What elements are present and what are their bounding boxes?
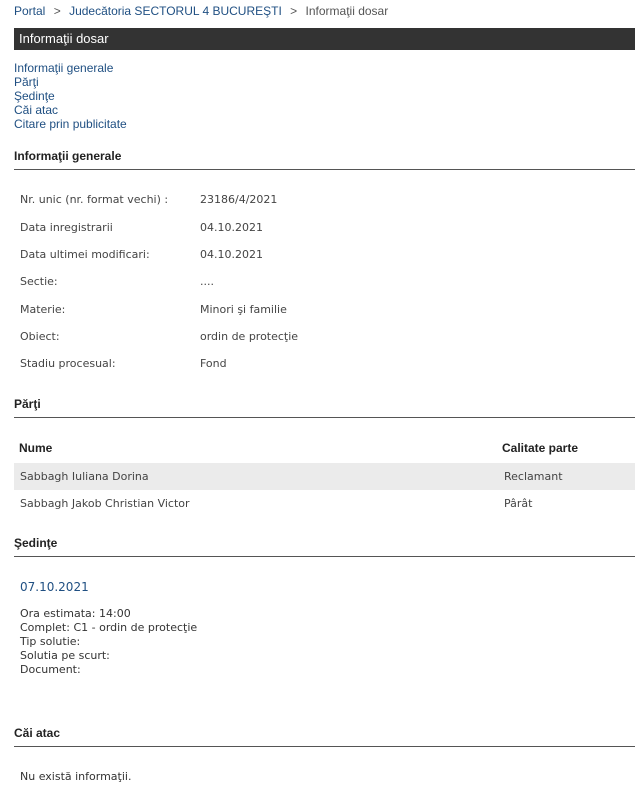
hearing-details bbox=[20, 607, 197, 677]
table-row bbox=[14, 463, 635, 490]
breadcrumb bbox=[14, 4, 388, 18]
info-label: Sectie: bbox=[20, 275, 58, 288]
info-value: Minori şi familie bbox=[200, 303, 287, 316]
section-heading-cai-atac: Căi atac bbox=[14, 726, 635, 747]
info-value: ordin de protecţie bbox=[200, 330, 299, 343]
info-label: Nr. unic (nr. format vechi) : bbox=[20, 193, 169, 206]
hearing-date: 07.10.2021 bbox=[20, 580, 89, 594]
section-nav bbox=[14, 61, 127, 131]
info-value: Fond bbox=[200, 357, 227, 370]
hearing-detail-line: Ora estimata: 14:00 bbox=[20, 607, 131, 620]
breadcrumb-court-link[interactable]: Judecătoria SECTORUL 4 BUCUREŞTI bbox=[69, 4, 282, 18]
table-row bbox=[14, 490, 635, 517]
nav-link-cai-atac[interactable]: Căi atac bbox=[14, 103, 59, 117]
party-role: Pârât bbox=[504, 497, 533, 510]
breadcrumb-current: Informaţii dosar bbox=[305, 4, 389, 18]
nav-link-general[interactable]: Informaţii generale bbox=[14, 61, 114, 75]
info-label: Data ultimei modificari: bbox=[20, 248, 150, 261]
party-role: Reclamant bbox=[504, 470, 563, 483]
hearing-detail-line: Complet: C1 - ordin de protecţie bbox=[20, 621, 198, 634]
party-name: Sabbagh Jakob Christian Victor bbox=[20, 497, 190, 510]
info-label: Data inregistrarii bbox=[20, 221, 113, 234]
info-label: Stadiu procesual: bbox=[20, 357, 116, 370]
page-title: Informaţii dosar bbox=[14, 28, 635, 50]
hearing-detail-line: Document: bbox=[20, 663, 81, 676]
nav-link-citare[interactable]: Citare prin publicitate bbox=[14, 117, 127, 131]
breadcrumb-separator: > bbox=[290, 4, 298, 18]
info-value: 04.10.2021 bbox=[200, 248, 263, 261]
nav-link-parti[interactable]: Părţi bbox=[14, 75, 39, 89]
breadcrumb-portal-link[interactable]: Portal bbox=[14, 4, 46, 18]
hearing-detail-line: Tip solutie: bbox=[20, 635, 81, 648]
party-name: Sabbagh Iuliana Dorina bbox=[20, 470, 149, 483]
info-value: 23186/4/2021 bbox=[200, 193, 278, 206]
info-value: 04.10.2021 bbox=[200, 221, 263, 234]
breadcrumb-separator: > bbox=[53, 4, 61, 18]
info-value: .... bbox=[200, 275, 214, 288]
section-heading-general: Informaţii generale bbox=[14, 149, 635, 170]
column-header-role: Calitate parte bbox=[502, 441, 579, 455]
empty-state-text: Nu există informaţii. bbox=[20, 770, 132, 783]
info-label: Obiect: bbox=[20, 330, 60, 343]
section-heading-sedinte: Şedinţe bbox=[14, 536, 635, 557]
nav-link-sedinte[interactable]: Şedinţe bbox=[14, 89, 55, 103]
section-heading-parti: Părţi bbox=[14, 397, 635, 418]
info-label: Materie: bbox=[20, 303, 66, 316]
hearing-detail-line: Solutia pe scurt: bbox=[20, 649, 110, 662]
column-header-name: Nume bbox=[19, 441, 53, 455]
